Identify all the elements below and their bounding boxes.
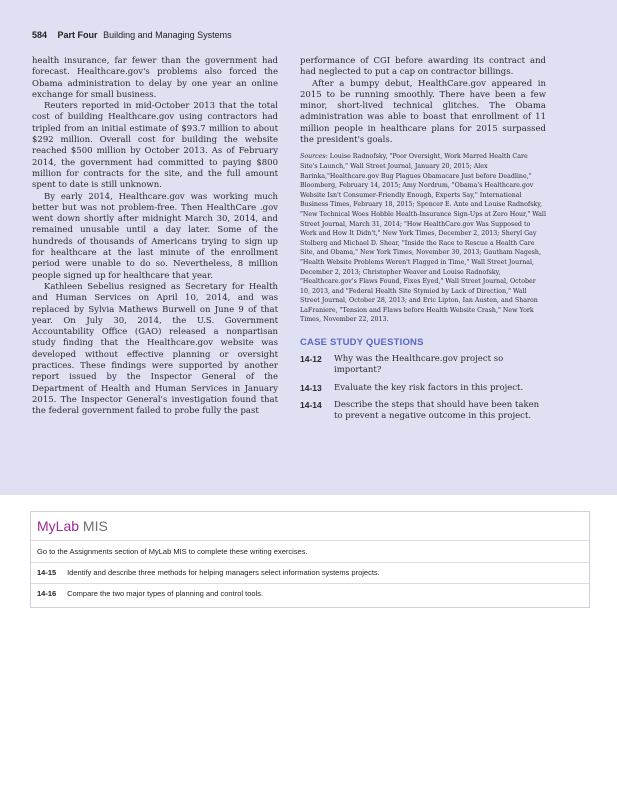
paragraph: Kathleen Sebelius resigned as Secretary for Health and Human Services on April 10, 2014, and was replaced by Sylvia Mathews Burwell on June 9 of that year. On July 30, 2014, the U.S. Government Accountability Office (GAO) released a nonpartisan study finding that the Healthcare.gov website was developed without effective planning or oversight practices. These findings were supported by another report issued by the Inspector General of the Department of Health and Human Services in January 2015. The Inspector General's investigation found that the federal government failed to probe fully the past [32,281,278,417]
case-study-title: CASE STUDY QUESTIONS [300,337,424,349]
mylab-title [37,518,108,534]
question-item [300,400,546,423]
left-column [32,56,278,418]
paragraph: performance of CGI before awarding its contract and had neglected to put a cap on contractor billings. [300,56,546,78]
right-column [300,56,546,423]
exercise-number: 14-16 [37,589,57,598]
paragraph: After a bumpy debut, HealthCare.gov appeared in 2015 to be running smoothly. There have been a few minor, short-lived technical glitches. The Obama administration was able to boast that enrollment of 11 million people in healthcare plans for 2015 surpassed the president's goals. [300,78,546,146]
divider [31,583,589,584]
mylab-box [30,511,590,608]
exercise-number: 14-15 [37,568,57,577]
question-text: Why was the Healthcare.gov project so important? [334,354,504,376]
sources-text: Louise Radnofsky, "Poor Oversight, Work Marred Health Care Site's Launch," Wall Street Journal, January 20, 2015; Alex Barinka,"Healthcare.gov Bug Plagues Obamacare Just before Deadline," Bloomberg, February 14, 2015; Amy Nordrum, "Obama's Healthcare.gov Website Isn't Consumer-Friendly Enough, Experts Say," International Business Times, February 18, 2015; Spencer E. Ante and Louise Radnofsky, "New Technical Woes Hobble Health-Insurance Sign-Ups at Zero Hour," Wall Street Journal, March 31, 2014; "How HealthCare.gov Was Supposed to Work and How It Didn't," New York Times, December 2, 2013; Sheryl Gay Stolberg and Michael D. Shear, "Inside the Race to Rescue a Health Care Site, and Obama," New York Times, November 30, 2013; Gautham Nagesh, "Health Website Problems Weren't Flagged in Time," Wall Street Journal, December 2, 2013; Christopher Weaver and Louise Radnofsky, "Healthcare.gov's Flaws Found, Fixes Eyed," Wall Street Journal, October 10, 2013, and "Federal Health Site Stymied by Lack of Direction," Wall Street Journal, October 28, 2013; and Eric Lipton, Ian Austen, and Sharon LaFraniere, "Tension and Flaws before Health Website Crash," New York Times, November 22, 2013. [300,153,546,324]
exercise-item [37,589,263,598]
question-text: Evaluate the key risk factors in this project. [334,382,524,393]
sources-label: Sources: [300,153,328,161]
question-number: 14-13 [300,382,322,393]
mylab-brand: MyLab [37,518,80,534]
question-item [300,383,546,394]
question-item [300,354,546,377]
divider [31,540,589,541]
exercise-item [37,568,380,577]
question-text: Describe the steps that should have been taken to prevent a negative outcome in this project. [334,399,540,422]
exercise-text: Compare the two major types of planning and control tools. [67,589,264,598]
mylab-product: MIS [82,518,108,534]
question-number: 14-14 [300,399,322,410]
question-number: 14-12 [300,354,322,365]
paragraph: health insurance, far fewer than the government had forecast. Healthcare.gov's problems also forced the Obama administration to delay by one year an online exchange for small business. [32,56,278,100]
paragraph: By early 2014, Healthcare.gov was working much better but was not problem-free. Then HealthCare .gov went down shortly after midnight March 30, 2014, and remained unusable until a day later. Some of the hundreds of thousands of Americans trying to sign up for healthcare at the last minute of the enrollment period were unable to do so. Nevertheless, 8 million people signed up for healthcare that year. [32,191,278,281]
divider [31,562,589,563]
page-number: 584 [32,30,48,40]
part-label: Part Four [57,30,98,40]
part-title: Building and Managing Systems [103,30,232,40]
exercise-text: Identify and describe three methods for helping managers select information systems projects. [67,568,380,577]
paragraph: Reuters reported in mid-October 2013 that the total cost of building Healthcare.gov using contractors had tripled from an initial estimate of $93.7 million to about $292 million. Overall cost for building the website reached $500 million by October 2013. As of February 2014, the government had committed to paying $800 million for contracts for the site, and the full amount spent to date is still unknown. [32,101,278,191]
running-header [32,30,232,40]
sources-note [300,152,546,325]
mylab-intro: Go to the Assignments section of MyLab MIS to complete these writing exercises. [37,547,308,556]
